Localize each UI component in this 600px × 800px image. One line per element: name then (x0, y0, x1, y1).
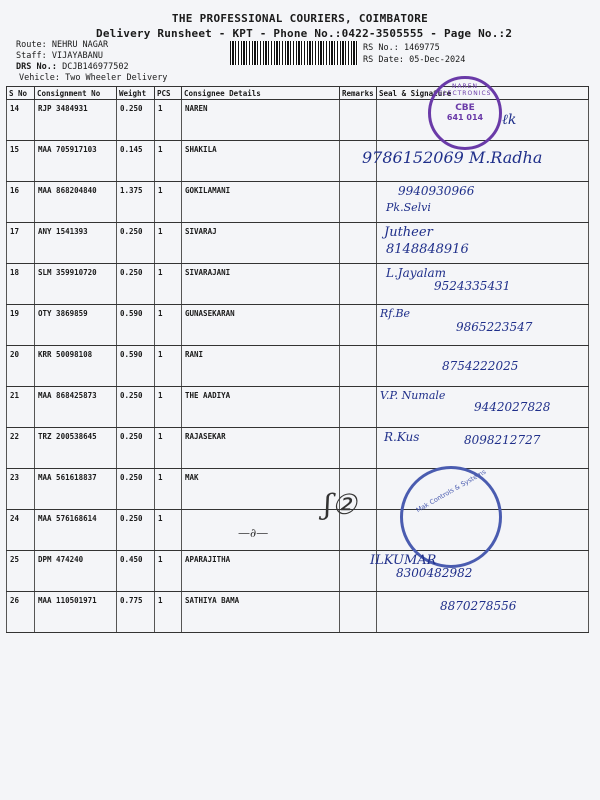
row-weight: 0.145 (117, 141, 155, 182)
row-consignment: MAA 576168614 (35, 510, 117, 551)
signature-dash: —∂— (238, 526, 269, 540)
row-weight: 1.375 (117, 182, 155, 223)
row-consignee: SATHIYA BAMA (182, 592, 340, 633)
route-line (16, 40, 108, 50)
seal-code: CBE (455, 103, 475, 113)
row-consignee: THE AADIYA (182, 387, 340, 428)
vehicle-value: Two Wheeler Delivery (65, 73, 168, 83)
row-consignee: RAJASEKAR (182, 428, 340, 469)
handwritten-phone: 9865223547 (456, 320, 533, 334)
row-remarks (340, 387, 377, 428)
row-weight: 0.775 (117, 592, 155, 633)
handwritten-signature: Rf.Be (380, 307, 411, 320)
drs-value: DCJB146977502 (62, 62, 129, 72)
row-sno: 20 (7, 346, 35, 387)
rs-no-label: RS No.: (363, 43, 399, 53)
row-pcs: 1 (155, 469, 182, 510)
row-consignee: SIVARAJANI (182, 264, 340, 305)
handwritten-phone: 9442027828 (474, 400, 551, 414)
handwritten-signature: R.Kus (384, 430, 420, 444)
row-consignee: APARAJITHA (182, 551, 340, 592)
table-row (7, 182, 589, 223)
handwritten-signature: 9940930966 (398, 184, 475, 198)
handwritten-signature: L.Jayalam (386, 266, 447, 280)
row-consignment: ANY 1541393 (35, 223, 117, 264)
row-pcs: 1 (155, 264, 182, 305)
row-remarks (340, 428, 377, 469)
row-weight: 0.250 (117, 387, 155, 428)
rs-date-value: 05-Dec-2024 (409, 55, 466, 65)
row-remarks (340, 592, 377, 633)
row-sno: 19 (7, 305, 35, 346)
runsheet-subtitle: Delivery Runsheet - KPT - Phone No.:0422-3505555 - Page No.:2 (96, 27, 513, 40)
row-pcs: 1 (155, 100, 182, 141)
row-sno: 21 (7, 387, 35, 428)
row-pcs: 1 (155, 346, 182, 387)
row-pcs: 1 (155, 182, 182, 223)
vehicle-line (19, 73, 167, 83)
row-sno: 22 (7, 428, 35, 469)
handwritten-phone: 8098212727 (464, 433, 541, 447)
rs-date-label: RS Date: (363, 55, 404, 65)
route-label: Route: (16, 40, 47, 50)
col-consignee: Consignee Details (182, 87, 340, 100)
col-pcs: PCS (155, 87, 182, 100)
row-remarks (340, 223, 377, 264)
row-consignee: MAK (182, 469, 340, 510)
row-consignee: GOKILAMANI (182, 182, 340, 223)
row-pcs: 1 (155, 387, 182, 428)
row-consignment: MAA 110501971 (35, 592, 117, 633)
handwritten-phone: Pk.Selvi (386, 201, 431, 214)
handwritten-signature: Jutheer (384, 225, 433, 240)
col-remarks: Remarks (340, 87, 377, 100)
handwritten-signature: V.P. Numale (380, 389, 446, 402)
row-weight: 0.590 (117, 305, 155, 346)
handwritten-signature: ILKUMAR (370, 553, 437, 568)
table-row (7, 551, 589, 592)
row-sno: 16 (7, 182, 35, 223)
row-pcs: 1 (155, 223, 182, 264)
row-sno: 14 (7, 100, 35, 141)
barcode (230, 41, 358, 65)
table-row (7, 223, 589, 264)
row-sno: 17 (7, 223, 35, 264)
row-consignment: TRZ 200538645 (35, 428, 117, 469)
handwritten-phone: 8300482982 (396, 566, 473, 580)
row-remarks (340, 346, 377, 387)
row-weight: 0.250 (117, 264, 155, 305)
drs-line (16, 62, 129, 72)
col-sno: S No (7, 87, 35, 100)
seal-pin: 641 014 (446, 113, 484, 122)
row-remarks (340, 100, 377, 141)
row-sno: 24 (7, 510, 35, 551)
row-sno: 25 (7, 551, 35, 592)
row-sno: 15 (7, 141, 35, 182)
handwritten-signature: 8870278556 (440, 599, 517, 613)
row-remarks (340, 305, 377, 346)
handwritten-phone: 8148848916 (386, 242, 469, 257)
row-pcs: 1 (155, 510, 182, 551)
row-weight: 0.250 (117, 510, 155, 551)
staff-line (16, 51, 103, 61)
staff-value: VIJAYABANU (51, 51, 104, 61)
row-consignee: SHAKILA (182, 141, 340, 182)
vehicle-label: Vehicle: (19, 73, 60, 83)
handwritten-signature: 8754222025 (442, 359, 519, 373)
row-consignment: RJP 3484931 (35, 100, 117, 141)
col-signature: Seal & Signature (377, 87, 589, 100)
staff-label: Staff: (16, 51, 47, 61)
row-sno: 23 (7, 469, 35, 510)
row-consignee: GUNASEKARAN (182, 305, 340, 346)
drs-label: DRS No.: (16, 62, 57, 72)
signature-squiggle: ʃ② (324, 488, 357, 521)
row-sno: 26 (7, 592, 35, 633)
row-consignment: MAA 561618837 (35, 469, 117, 510)
row-consignment: KRR 50098108 (35, 346, 117, 387)
seal-stamp-top (428, 76, 502, 150)
row-pcs: 1 (155, 305, 182, 346)
handwritten-phone: 9524335431 (434, 279, 511, 293)
row-pcs: 1 (155, 428, 182, 469)
row-consignee: RANI (182, 346, 340, 387)
row-weight: 0.250 (117, 100, 155, 141)
company-title: THE PROFESSIONAL COURIERS, COIMBATORE (171, 12, 429, 25)
rs-no-value: 1469775 (403, 43, 440, 53)
col-weight: Weight (117, 87, 155, 100)
row-sno: 18 (7, 264, 35, 305)
row-consignee: SIVARAJ (182, 223, 340, 264)
row-remarks (340, 264, 377, 305)
row-weight: 0.450 (117, 551, 155, 592)
seal-ring-text: NAREN ELECTRONICS (438, 83, 492, 97)
row-pcs: 1 (155, 592, 182, 633)
col-consignment: Consignment No (35, 87, 117, 100)
row-consignment: MAA 705917103 (35, 141, 117, 182)
row-consignee: NAREN (182, 100, 340, 141)
row-weight: 0.250 (117, 428, 155, 469)
row-weight: 0.250 (117, 469, 155, 510)
seal-lower-ring-text: Mak Controls & Systems (414, 467, 488, 515)
route-value: NEHRU NAGAR (51, 40, 109, 50)
table-row (7, 469, 589, 510)
row-consignment: MAA 868425873 (35, 387, 117, 428)
row-pcs: 1 (155, 141, 182, 182)
rs-no-line (363, 43, 440, 53)
initials-14: ℓk (502, 112, 517, 128)
row-consignment: DPM 474240 (35, 551, 117, 592)
row-consignment: SLM 359910720 (35, 264, 117, 305)
handwritten-signature: 9786152069 M.Radha (362, 148, 543, 167)
table-header (7, 87, 589, 100)
row-weight: 0.250 (117, 223, 155, 264)
row-consignment: MAA 868204840 (35, 182, 117, 223)
row-pcs: 1 (155, 551, 182, 592)
row-remarks (340, 182, 377, 223)
row-weight: 0.590 (117, 346, 155, 387)
row-consignment: OTY 3869859 (35, 305, 117, 346)
rs-date-line (363, 55, 465, 65)
